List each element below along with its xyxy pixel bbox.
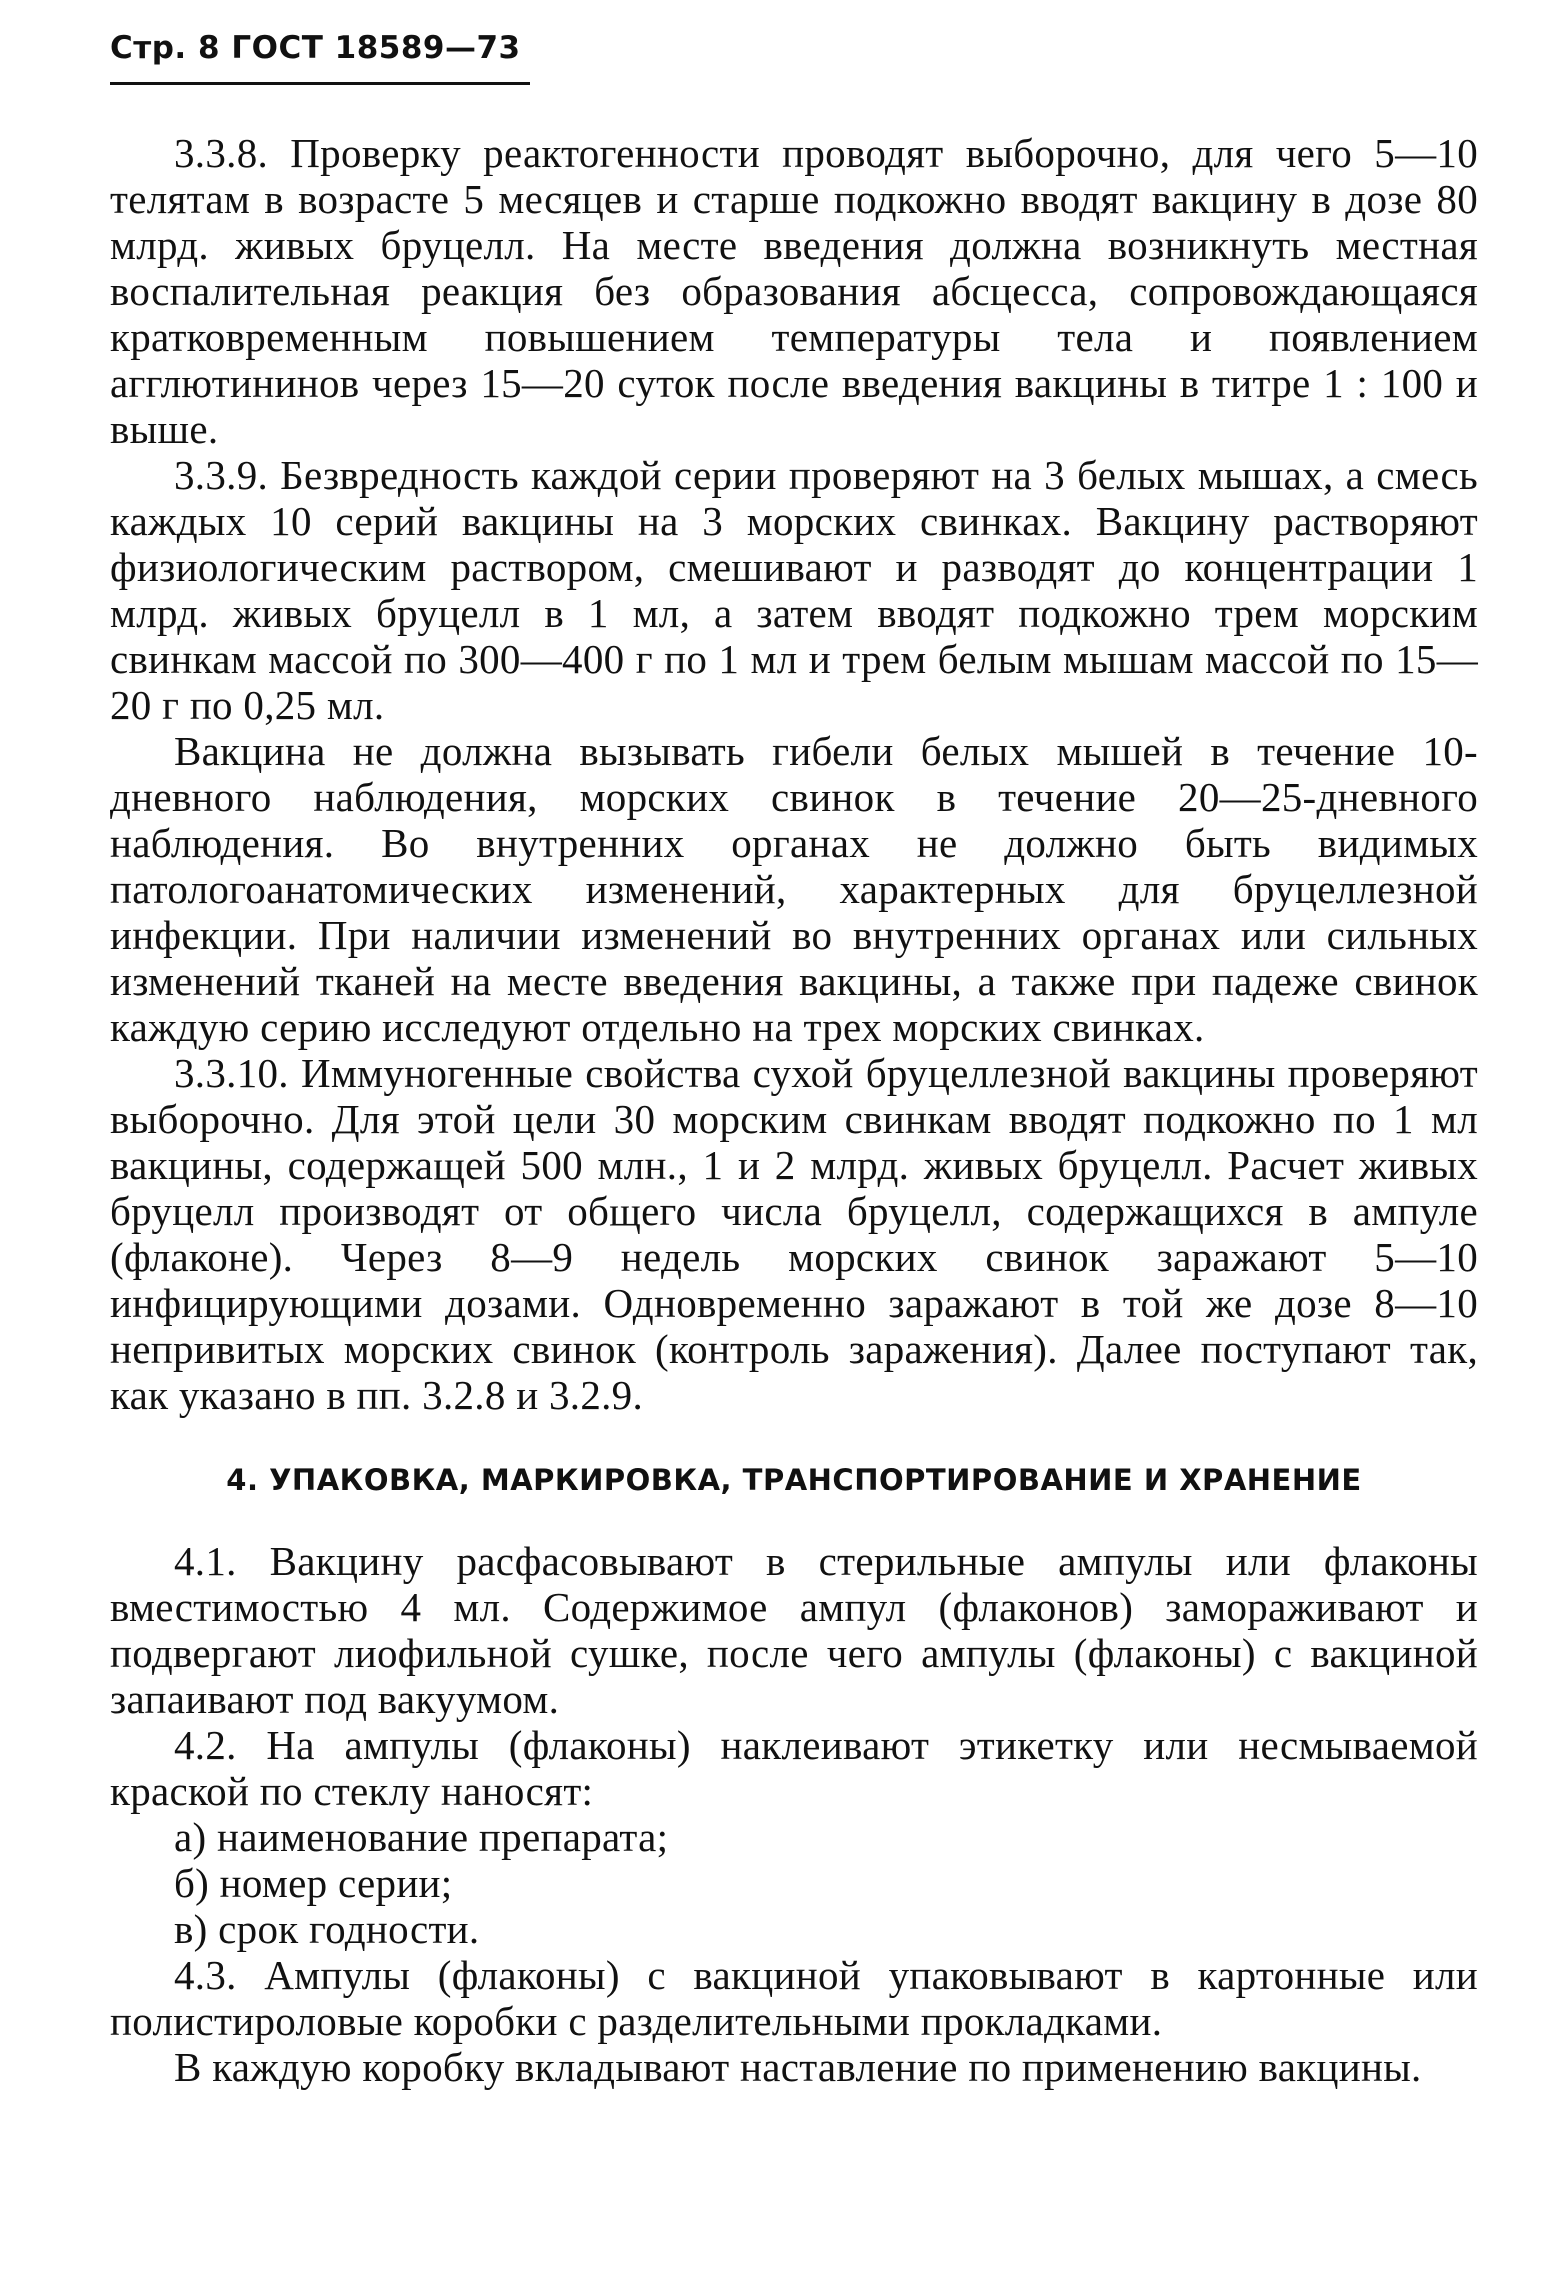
page-content bbox=[110, 130, 1478, 2090]
list-item: а) наименование препарата; bbox=[174, 1814, 669, 1860]
list-item: б) номер серии; bbox=[174, 1860, 453, 1906]
section-4-title: 4. УПАКОВКА, МАРКИРОВКА, ТРАНСПОРТИРОВАНИЕ И ХРАНЕНИЕ bbox=[226, 1463, 1362, 1497]
paragraph-3-3-9-continued: Вакцина не должна вызывать гибели белых мышей в течение 10-дневного наблюдения, морских свинок в течение 20—25-дневного наблюдения. Во внутренних органах не должно быть видимых патологоанатомических изменений, характерных для бруцеллезной инфекции. При наличии изменений во внутренних органах или сильных изменений тканей на месте введения вакцины, а также при падеже свинок каждую серию исследуют отдельно на трех морских свинках. bbox=[110, 728, 1478, 1050]
paragraph-4-3-continued: В каждую коробку вкладывают наставление по применению вакцины. bbox=[174, 2044, 1422, 2090]
header-underline bbox=[110, 82, 530, 85]
paragraph-4-1: 4.1. Вакцину расфасовывают в стерильные ампулы или флаконы вместимостью 4 мл. Содержимое ампул (флаконов) замораживают и подвергают лиофильной сушке, после чего ампулы (флаконы) с вакциной запаивают под вакуумом. bbox=[110, 1538, 1478, 1722]
paragraph-4-3: 4.3. Ампулы (флаконы) с вакциной упаковывают в картонные или полистироловые коробки с разделительными прокладками. bbox=[110, 1952, 1478, 2044]
paragraph-3-3-10: 3.3.10. Иммуногенные свойства сухой бруцеллезной вакцины проверяют выборочно. Для этой цели 30 морским свинкам вводят подкожно по 1 мл вакцины, содержащей 500 млн., 1 и 2 млрд. живых бруцелл. Расчет живых бруцелл производят от общего числа бруцелл, содержащихся в ампуле (флаконе). Через 8—9 недель морских свинок заражают 5—10 инфицирующими дозами. Одновременно заражают в той же дозе 8—10 непривитых морских свинок (контроль заражения). Далее поступают так, как указано в пп. 3.2.8 и 3.2.9. bbox=[110, 1050, 1478, 1418]
page-header: Стр. 8 ГОСТ 18589—73 bbox=[110, 30, 521, 66]
paragraph-4-2: 4.2. На ампулы (флаконы) наклеивают этикетку или несмываемой краской по стеклу наносят: bbox=[110, 1722, 1478, 1814]
list-item: в) срок годности. bbox=[174, 1906, 480, 1952]
paragraph-3-3-8: 3.3.8. Проверку реактогенности проводят выборочно, для чего 5—10 телятам в возрасте 5 месяцев и старше подкожно вводят вакцину в дозе 80 млрд. живых бруцелл. На месте введения должна возникнуть местная воспалительная реакция без образования абсцесса, сопровождающаяся кратковременным повышением температуры тела и появлением агглютининов через 15—20 суток после введения вакцины в титре 1 : 100 и выше. bbox=[110, 130, 1478, 452]
paragraph-3-3-9: 3.3.9. Безвредность каждой серии проверяют на 3 белых мышах, а смесь каждых 10 серий вакцины на 3 морских свинках. Вакцину растворяют физиологическим раствором, смешивают и разводят до концентрации 1 млрд. живых бруцелл в 1 мл, а затем вводят подкожно трем морским свинкам массой по 300—400 г по 1 мл и трем белым мышам массой по 15—20 г по 0,25 мл. bbox=[110, 452, 1478, 728]
